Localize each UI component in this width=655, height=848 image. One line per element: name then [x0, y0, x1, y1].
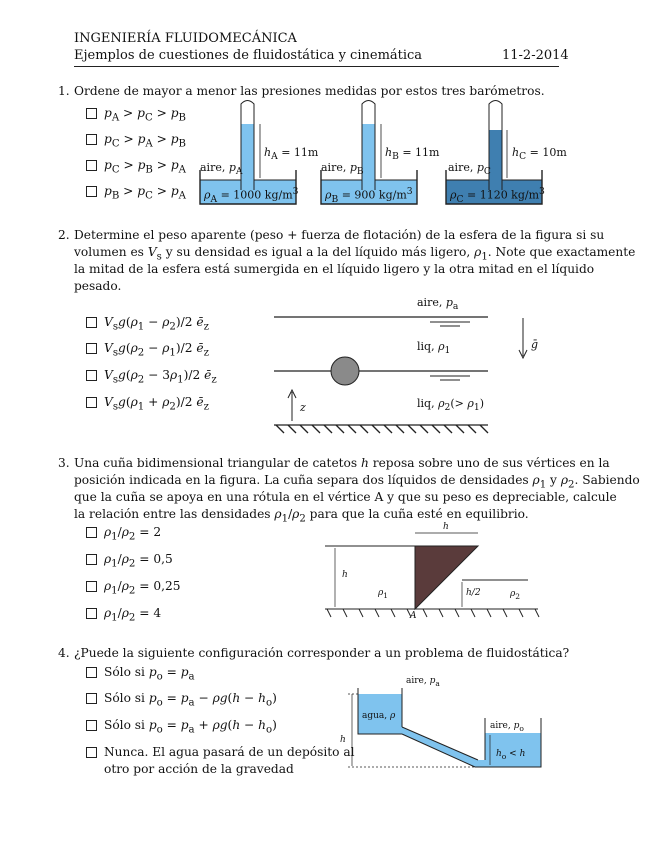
q2-option-1: $V_sg(\rho_1 - \rho_2)/2$ $ē_z$	[104, 315, 209, 333]
q4-option-3: Sólo si $p_o = p_a + \rho g(h - h_o)$	[104, 718, 277, 736]
q1-text: Ordene de mayor a menor las presiones medidas por estos tres barómetros.	[74, 84, 545, 98]
barometer-c-air-label: aire, $p_C$	[448, 161, 491, 178]
q2-option-4: $V_sg(\rho_1 + \rho_2)/2$ $ē_z$	[104, 395, 209, 413]
q4-air-top-label: aire, $p_a$	[406, 676, 440, 688]
q3-rho2-label: $\rho_2$	[510, 589, 521, 601]
q4-text: ¿Puede la siguiente configuración corresponder a un problema de fluidostática?	[74, 646, 570, 660]
q3-h-half-label: h/2	[466, 588, 481, 598]
q1-number: 1.	[58, 84, 70, 98]
barometer-a-air-label: aire, $p_A$	[200, 161, 243, 178]
barometer-a-density-label: $\rho_A = 1000$ $kg/m^3$	[204, 186, 299, 205]
q2-option-3: $V_sg(\rho_2 - 3\rho_1)/2$ $ē_z$	[104, 368, 217, 386]
q2-text-line-2: volumen es $V_s$ y su densidad es igual a la del líquido más ligero, $\rho_1$. Note que exactamente	[74, 245, 636, 263]
q3-text-line-4: la relación entre las densidades $\rho_1/\rho_2$ para que la cuña esté en equilibrio.	[74, 507, 529, 525]
q4-option-4-line-2: otro por acción de la gravedad	[104, 762, 294, 776]
q3-option-1: $\rho_1/\rho_2 = 2$	[104, 525, 162, 543]
q3-text-line-3: que la cuña se apoya en una rótula en el vértice A y que su peso es depreciable, calcule	[74, 490, 617, 504]
q2-z-label: z	[300, 401, 306, 414]
q3-vertex-label: A	[410, 611, 417, 621]
page-subtitle: Ejemplos de cuestiones de fluidostática y cinemática	[74, 48, 423, 63]
q3-h-left-label: h	[342, 570, 348, 580]
q3-option-2: $\rho_1/\rho_2 = 0,5$	[104, 552, 173, 570]
q3-h-top-label: h	[443, 522, 449, 532]
q3-text-line-2: posición indicada en la figura. La cuña separa dos líquidos de densidades $\rho_1$ y $\rho_2$. Sabiendo	[74, 473, 640, 491]
barometer-c-height-label: $h_C = 10m$	[512, 146, 567, 163]
q2-text-line-4: pesado.	[74, 279, 122, 293]
q1-option-3: $p_C > p_B > p_A$	[104, 158, 186, 176]
q4-number: 4.	[58, 646, 70, 660]
barometer-b-air-label: aire, $p_B$	[321, 161, 364, 178]
q1-option-2: $p_C > p_A > p_B$	[104, 132, 186, 150]
q4-h-label: h	[340, 735, 346, 745]
q4-option-2: Sólo si $p_o = p_a - \rho g(h - h_o)$	[104, 691, 277, 709]
barometer-c-density-label: $\rho_C = 1120$ $kg/m^3$	[450, 186, 545, 205]
q4-option-1: Sólo si $p_o = p_a$	[104, 665, 195, 683]
q3-option-4: $\rho_1/\rho_2 = 4$	[104, 606, 162, 624]
q3-rho1-label: $\rho_1$	[378, 588, 389, 600]
q4-ho-label: $h_o < h$	[496, 749, 526, 761]
q2-text-line-3: la mitad de la esfera está sumergida en el líquido ligero y la otra mitad en el líquido	[74, 262, 595, 276]
q4-air-right-label: aire, $p_o$	[490, 721, 524, 733]
barometer-a-height-label: $h_A = 11m$	[264, 146, 319, 163]
q2-text-line-1: Determine el peso aparente (peso + fuerza de flotación) de la esfera de la figura si su	[74, 228, 605, 242]
q2-gravity-label: ḡ	[531, 338, 539, 351]
q2-liq1-label: liq, $\rho_1$	[417, 340, 451, 357]
barometer-b-height-label: $h_B = 11m$	[385, 146, 440, 163]
q2-option-2: $V_sg(\rho_2 - \rho_1)/2$ $ē_z$	[104, 341, 209, 359]
q4-option-4-line-1: Nunca. El agua pasará de un depósito al	[104, 745, 355, 759]
barometer-b-density-label: $\rho_B = 900$ $kg/m^3$	[325, 186, 413, 205]
course-title: INGENIERÍA FLUIDOMECÁNICA	[74, 31, 297, 46]
q1-option-1: $p_A > p_C > p_B$	[104, 106, 186, 124]
q1-option-4: $p_B > p_C > p_A$	[104, 184, 186, 202]
q3-number: 3.	[58, 456, 70, 470]
q4-water-label: agua, ρ	[362, 711, 396, 721]
q2-air-label: aire, $p_a$	[417, 296, 459, 313]
q2-liq2-label: liq, $\rho_2(> \rho_1)$	[417, 397, 484, 414]
q3-text-line-1: Una cuña bidimensional triangular de catetos h reposa sobre uno de sus vértices en la	[74, 456, 610, 470]
page-date: 11-2-2014	[502, 48, 569, 63]
q2-number: 2.	[58, 228, 70, 242]
q3-option-3: $\rho_1/\rho_2 = 0,25$	[104, 579, 181, 597]
